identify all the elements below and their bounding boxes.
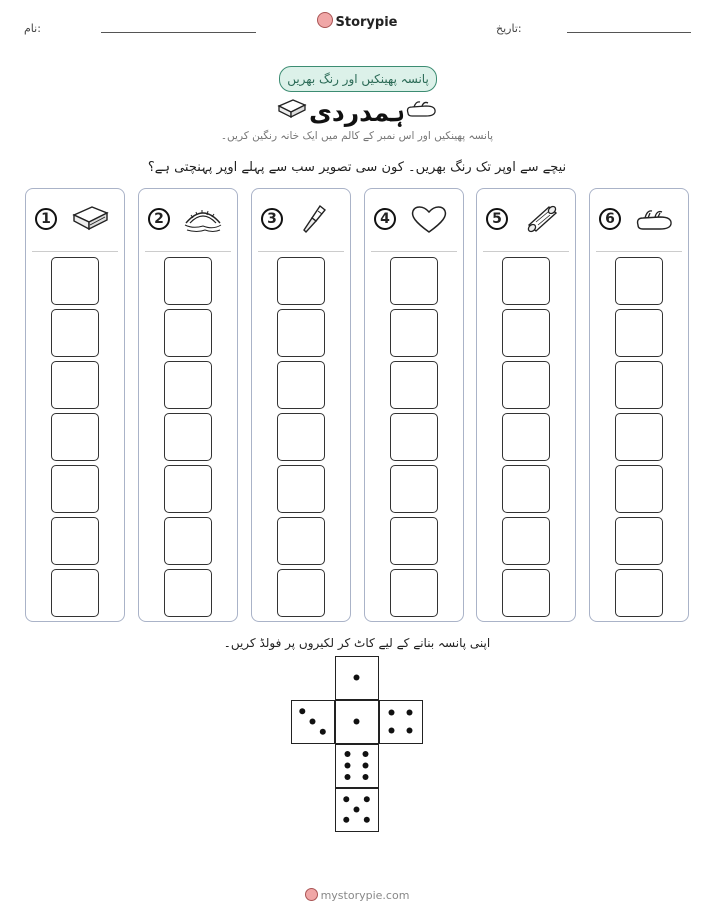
dice-pip [320,729,326,735]
column-number: 5 [486,208,508,230]
scroll-icon [521,203,561,235]
color-cell[interactable] [390,257,438,305]
column-6 [589,188,689,622]
dice-instruction: اپنی پانسہ بنانے کے لیے کاٹ کر لکیروں پر فولڈ کریں۔ [223,636,491,650]
dice-pip [363,763,369,769]
column-header [26,189,124,251]
dice-pip [354,807,360,813]
color-cell[interactable] [51,257,99,305]
dice-pip [407,710,413,716]
color-cell[interactable] [51,309,99,357]
bridge-icon [183,203,223,235]
color-cell[interactable] [390,517,438,565]
dice-pip [343,796,349,802]
column-2 [138,188,238,622]
column-header [139,189,237,251]
color-cell[interactable] [277,361,325,409]
column-3 [251,188,351,622]
color-cell[interactable] [51,569,99,617]
dice-pip [389,710,395,716]
color-cell[interactable] [277,517,325,565]
color-cell[interactable] [164,517,212,565]
dice-pip [345,763,351,769]
instructions-subtitle: پانسہ پھینکیں اور اس نمبر کے کالم میں ایک خانہ رنگین کریں۔ [220,130,494,142]
color-cell[interactable] [615,257,663,305]
dice-pip [389,728,395,734]
dice-pip [407,728,413,734]
column-4 [364,188,464,622]
dice-pip [364,817,370,823]
dice-pip [354,675,360,681]
name-label: نام: [24,22,41,35]
color-cell[interactable] [51,517,99,565]
dice-pip [364,796,370,802]
dice-pip [345,774,351,780]
date-label: تاریخ: [496,22,522,35]
column-number: 1 [35,208,57,230]
dice-pip [310,719,316,725]
dice-face-top [335,656,379,700]
color-cell[interactable] [502,309,550,357]
color-cell[interactable] [390,413,438,461]
color-cell[interactable] [164,309,212,357]
color-cell[interactable] [390,309,438,357]
color-cell[interactable] [615,361,663,409]
dice-pip [363,751,369,757]
dice-face-left [291,700,335,744]
sandal-icon [634,203,674,235]
column-header [590,189,688,251]
column-header [477,189,575,251]
chisel-icon [296,203,336,235]
color-cell[interactable] [615,309,663,357]
column-divider [371,251,457,252]
column-5 [476,188,576,622]
color-cell[interactable] [277,465,325,513]
color-cell[interactable] [277,569,325,617]
dice-pip [345,751,351,757]
question-text: نیچے سے اوپر تک رنگ بھریں۔ کون سی تصویر سب سے پہلے اوپر پہنچتی ہے؟ [147,160,567,175]
color-cell[interactable] [51,361,99,409]
heart-icon [409,203,449,235]
color-cell[interactable] [615,569,663,617]
column-number: 2 [148,208,170,230]
dice-pip [354,719,360,725]
color-cell[interactable] [502,465,550,513]
color-cell[interactable] [390,465,438,513]
dice-face-center [335,700,379,744]
color-cell[interactable] [51,465,99,513]
color-cell[interactable] [502,517,550,565]
column-divider [596,251,682,252]
page-title: ہمدردی [309,98,405,127]
color-cell[interactable] [615,517,663,565]
color-cell[interactable] [502,413,550,461]
dice-pip [299,708,305,714]
color-cell[interactable] [164,257,212,305]
footer [0,888,714,902]
footer-url[interactable]: mystorypie.com [320,889,410,902]
activity-pill: پانسہ پھینکیں اور رنگ بھریں [279,66,437,92]
column-number: 6 [599,208,621,230]
color-cell[interactable] [390,361,438,409]
dice-face-bottom [335,788,379,832]
column-divider [258,251,344,252]
date-line[interactable] [567,32,691,33]
column-number: 3 [261,208,283,230]
dice-pip [363,774,369,780]
dice-face-right [379,700,423,744]
color-cell[interactable] [502,361,550,409]
column-divider [145,251,231,252]
color-cell[interactable] [164,361,212,409]
column-divider [483,251,569,252]
book-icon [70,203,110,235]
color-cell[interactable] [502,569,550,617]
brand-name: Storypie [335,15,398,30]
dice-pip [343,817,349,823]
color-cell[interactable] [277,413,325,461]
color-cell[interactable] [277,309,325,357]
brand-logo [0,12,714,30]
color-cell[interactable] [615,413,663,461]
color-cell[interactable] [390,569,438,617]
dice-face-below [335,744,379,788]
color-cell[interactable] [277,257,325,305]
color-cell[interactable] [164,413,212,461]
name-line[interactable] [101,32,256,33]
title-sandal-icon [404,98,438,120]
color-cell[interactable] [502,257,550,305]
color-cell[interactable] [164,569,212,617]
color-cell[interactable] [51,413,99,461]
storypie-mascot-icon [317,12,333,28]
column-1 [25,188,125,622]
column-header [365,189,463,251]
color-cell[interactable] [615,465,663,513]
color-cell[interactable] [164,465,212,513]
footer-mascot-icon [305,888,318,901]
column-number: 4 [374,208,396,230]
column-divider [32,251,118,252]
column-header [252,189,350,251]
